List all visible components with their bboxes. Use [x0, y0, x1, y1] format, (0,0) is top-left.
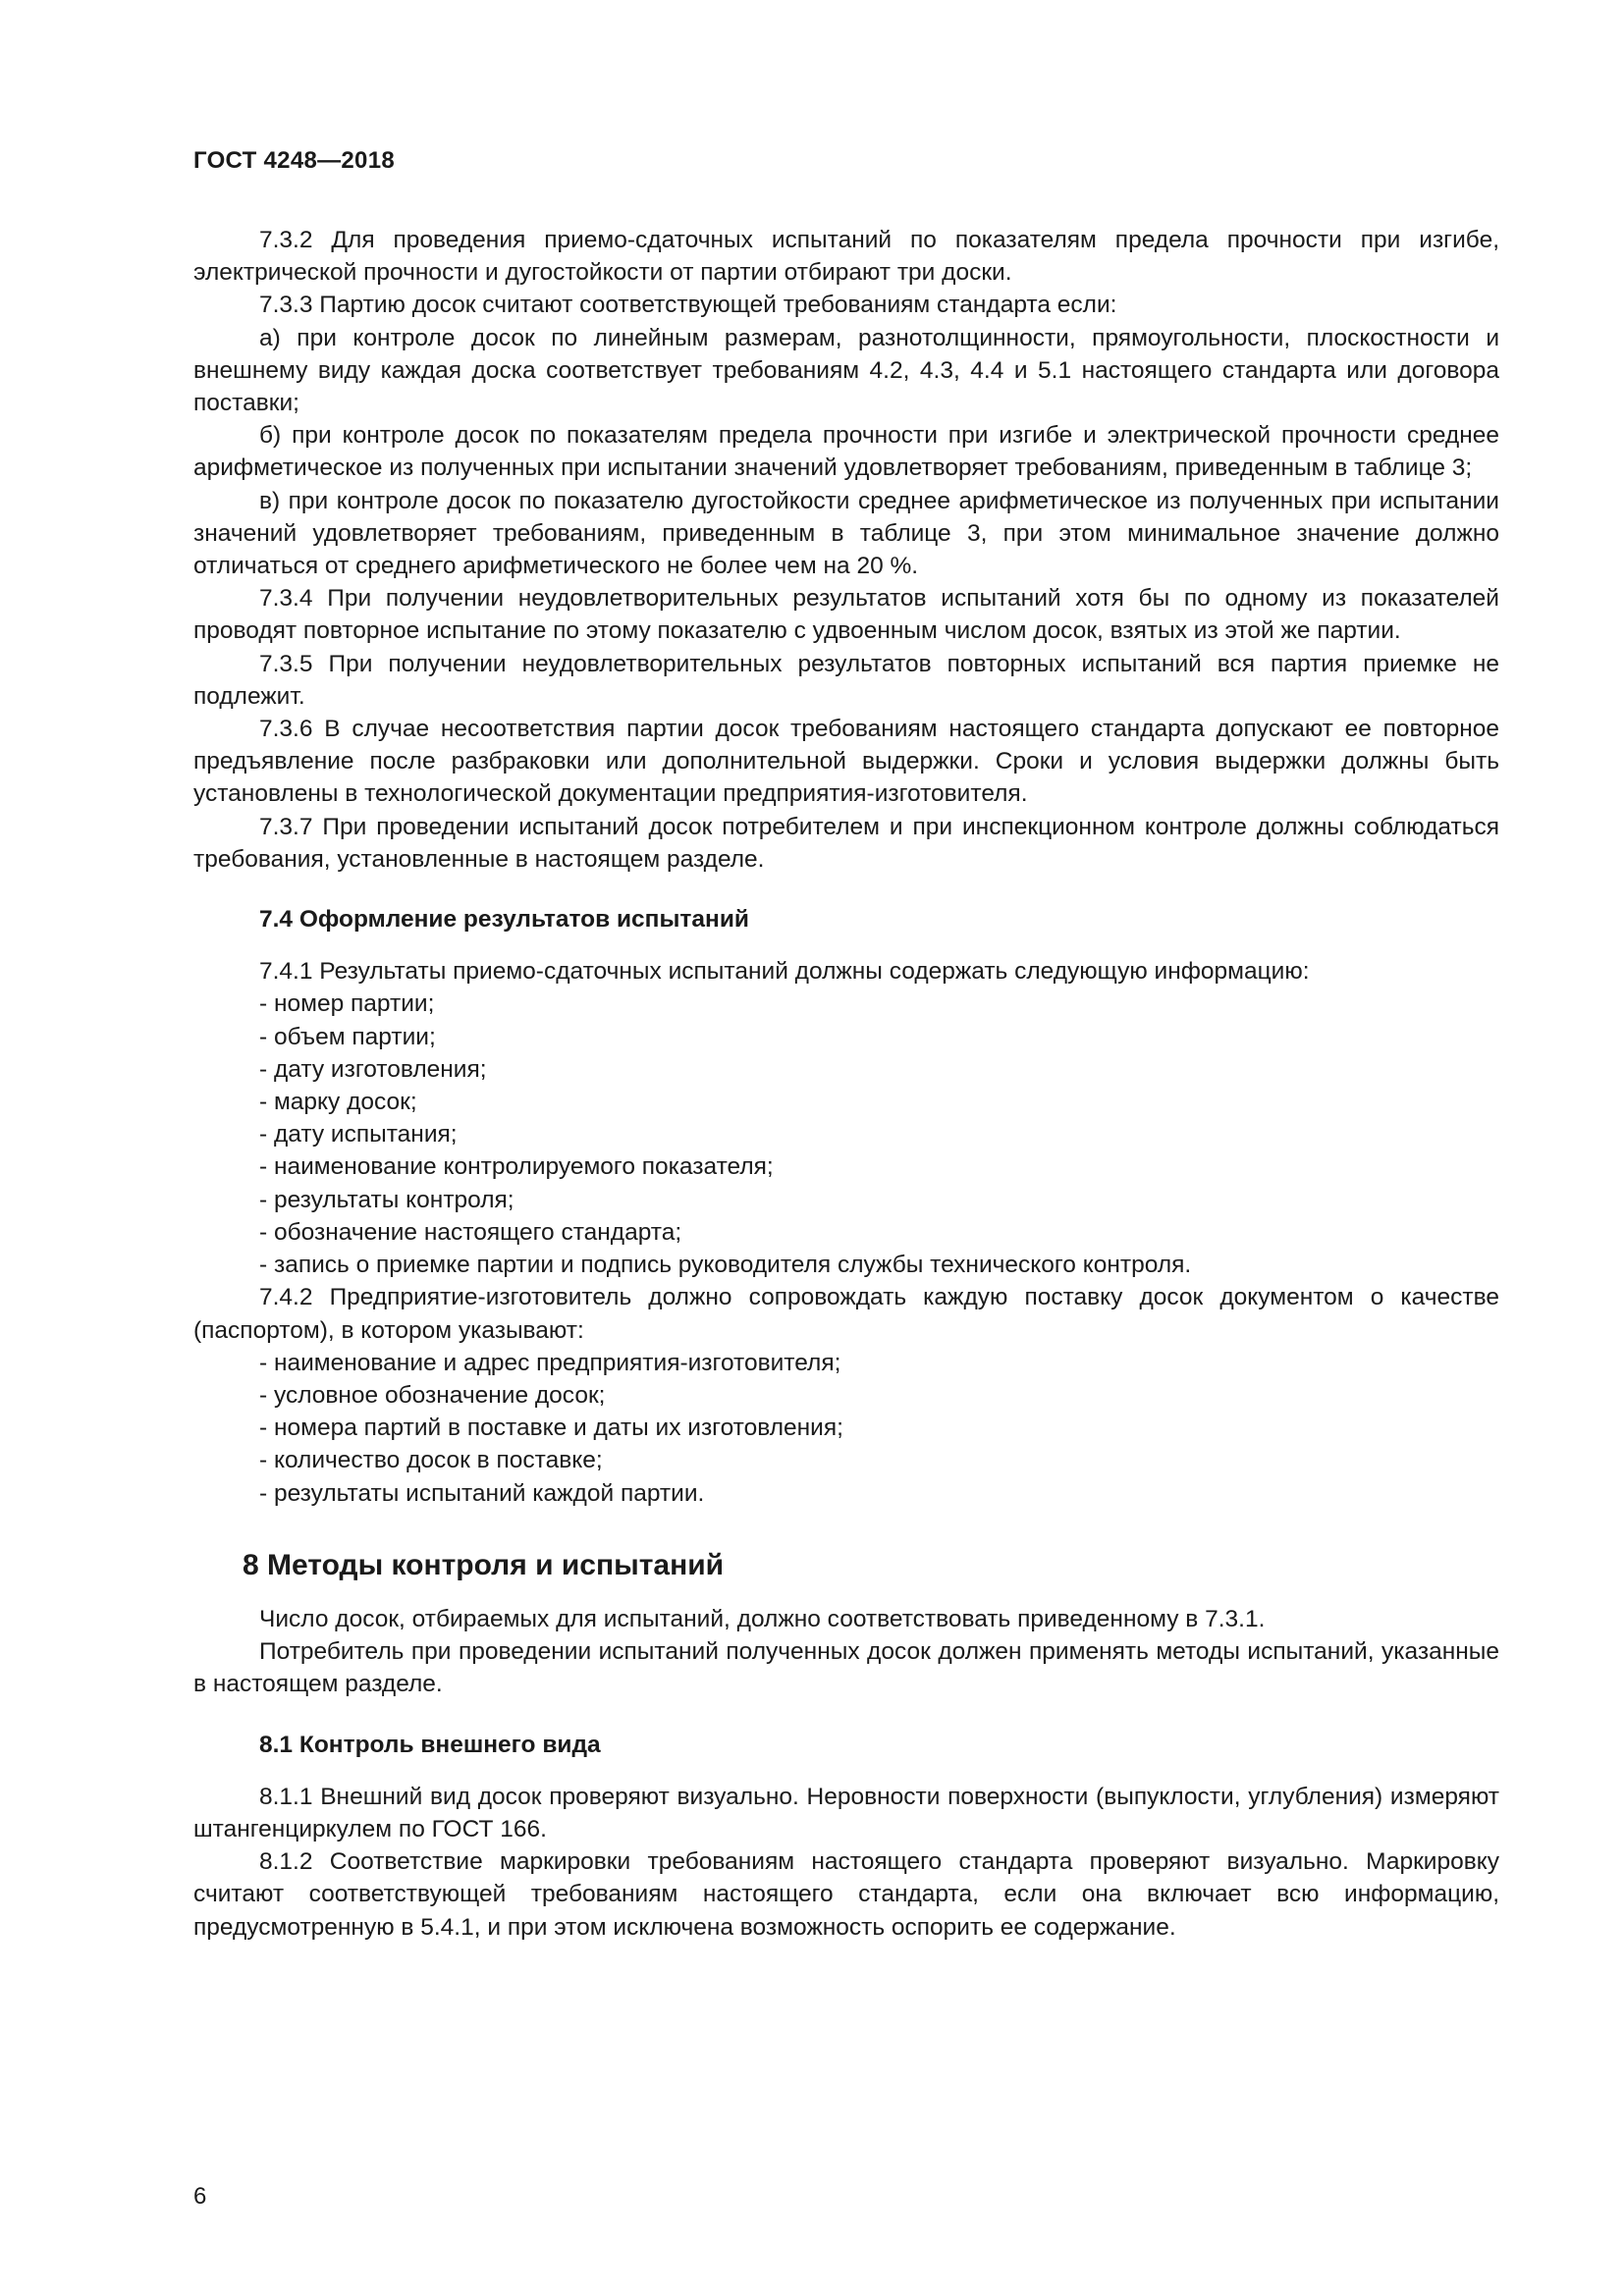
paragraph: Число досок, отбираемых для испытаний, должно соответствовать приведенному в 7.3.1. — [259, 1605, 1266, 1632]
paragraph: 7.3.2 Для проведения приемо-сдаточных испытаний по показателям предела прочности при изгибе, электрической прочности и дугостойкости от партии отбирают три доски. — [193, 227, 1499, 287]
paragraph: 7.3.4 При получении неудовлетворительных результатов испытаний хотя бы по одному из показателей проводят повторное испытание по этому показателю с удвоенным числом досок, взятых из этой же партии. — [193, 585, 1499, 645]
paragraph: 7.4.2 Предприятие-изготовитель должно сопровождать каждую поставку досок документом о качестве (паспортом), в котором указывают: — [193, 1284, 1499, 1344]
subsection-heading: 7.4 Оформление результатов испытаний — [259, 906, 749, 934]
list-item: - марку досок; — [259, 1089, 417, 1116]
list-item: - обозначение настоящего стандарта; — [259, 1218, 682, 1246]
section-heading: 8 Методы контроля и испытаний — [243, 1548, 725, 1581]
paragraph: в) при контроле досок по показателю дугостойкости среднее арифметическое из полученных при испытании значений удовлетворяет требованиям, приведенным в таблице 3, при этом минимальное значение должно отличаться от среднего арифметического не более чем на 20 %. — [193, 487, 1499, 580]
list-item: - результаты контроля; — [259, 1186, 514, 1213]
paragraph: б) при контроле досок по показателям предела прочности при изгибе и электрической прочности среднее арифметическое из полученных при испытании значений удовлетворяет требованиям, приведенным в таблице 3; — [193, 422, 1499, 482]
list-item: - результаты испытаний каждой партии. — [259, 1479, 705, 1507]
list-item: - условное обозначение досок; — [259, 1381, 606, 1409]
subsection-heading: 8.1 Контроль внешнего вида — [259, 1731, 601, 1758]
paragraph: а) при контроле досок по линейным размерам, разнотолщинности, прямоугольности, плоскостности и внешнему виду каждая доска соответствует требованиям 4.2, 4.3, 4.4 и 5.1 настоящего стандарта или договора поставки; — [193, 324, 1499, 417]
paragraph: 7.3.3 Партию досок считают соответствующей требованиям стандарта если: — [259, 292, 1117, 319]
paragraph: 7.3.5 При получении неудовлетворительных результатов повторных испытаний вся партия приемке не подлежит. — [193, 650, 1499, 710]
list-item: - запись о приемке партии и подпись руководителя службы технического контроля. — [259, 1252, 1192, 1279]
list-item: - наименование контролируемого показателя; — [259, 1153, 774, 1181]
paragraph: Потребитель при проведении испытаний полученных досок должен применять методы испытаний, указанные в настоящем разделе. — [193, 1638, 1499, 1698]
list-item: - номера партий в поставке и даты их изготовления; — [259, 1415, 843, 1442]
paragraph: 7.3.7 При проведении испытаний досок потребителем и при инспекционном контроле должны соблюдаться требования, установленные в настоящем разделе. — [193, 813, 1499, 873]
paragraph: 8.1.1 Внешний вид досок проверяют визуально. Неровности поверхности (выпуклости, углубления) измеряют штангенциркулем по ГОСТ 166. — [193, 1783, 1499, 1842]
paragraph: 7.4.1 Результаты приемо-сдаточных испытаний должны содержать следующую информацию: — [259, 958, 1310, 986]
document-body — [193, 224, 1499, 1944]
page-number: 6 — [193, 2183, 207, 2210]
paragraph: 7.3.6 В случае несоответствия партии досок требованиям настоящего стандарта допускают ее повторное предъявление после разбраковки или дополнительной выдержки. Сроки и условия выдержки должны быть установлены в технологической документации предприятия-изготовителя. — [193, 716, 1499, 808]
list-item: - наименование и адрес предприятия-изготовителя; — [259, 1349, 841, 1376]
page-header-standard-code: ГОСТ 4248—2018 — [193, 147, 396, 174]
list-item: - количество досок в поставке; — [259, 1447, 603, 1474]
paragraph: 8.1.2 Соответствие маркировки требованиям настоящего стандарта проверяют визуально. Маркировку считают соответствующей требованиям настоящего стандарта, если она включает всю информацию, предусмотренную в 5.4.1, и при этом исключена возможность оспорить ее содержание. — [193, 1848, 1499, 1941]
list-item: - номер партии; — [259, 990, 435, 1018]
list-item: - дату испытания; — [259, 1121, 458, 1148]
list-item: - дату изготовления; — [259, 1055, 487, 1083]
list-item: - объем партии; — [259, 1023, 436, 1050]
